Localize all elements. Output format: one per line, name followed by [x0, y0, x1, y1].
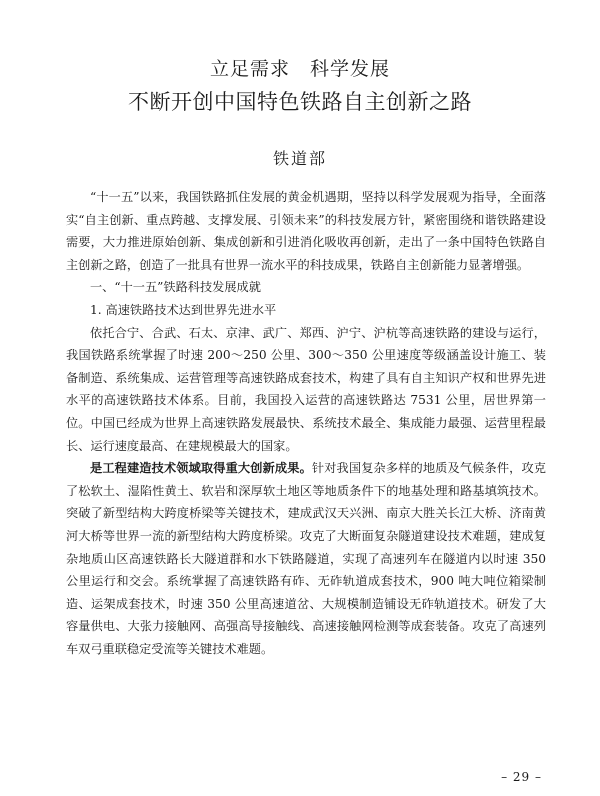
article-body: [66, 186, 546, 660]
paragraph-high-speed: 依托合宁、合武、石太、京津、武广、郑西、沪宁、沪杭等高速铁路的建设与运行，我国铁路系统掌握了时速 200～250 公里、300～350 公里速度等级涵盖设计施工、装备制造、系统集成、运营管理等高速铁路成套技术，构建了具有自主知识产权和世界先进水平的高速铁路技术体系。目前，我国投入运营的高速铁路达 7531 公里，居世界第一位。中国已经成为世界上高速铁路发展最快、系统技术最全、集成能力最强、运营里程最长、运行速度最高、在建规模最大的国家。: [66, 325, 546, 453]
title-line-2: 不断开创中国特色铁路自主创新之路: [128, 90, 472, 114]
title-line-1: 立足需求 科学发展: [209, 58, 390, 80]
paragraph-engineering-lead: 是工程建造技术领域取得重大创新成果。: [90, 461, 312, 476]
paragraph-intro: “十一五”以来，我国铁路抓住发展的黄金机遇期，坚持以科学发展观为指导，全面落实“自主创新、重点跨越、支撑发展、引领未来”的科技发展方针，紧密围绕和谐铁路建设需要，大力推进原始创新、集成创新和引进消化吸收再创新，走出了一条中国特色铁路自主创新之路，创造了一批具有世界一流水平的科技成果，铁路自主创新能力显著增强。: [66, 190, 546, 272]
paragraph-engineering-text: 针对我国复杂多样的地质及气候条件，攻克了松软土、湿陷性黄土、软岩和深厚软土地区等地质条件下的地基处理和路基填筑技术。突破了新型结构大跨度桥梁等关键技术，建成武汉天兴洲、南京大胜关长江大桥、济南黄河大桥等世界一流的新型结构大跨度桥梁。攻克了大断面复杂隧道建设技术难题，建成复杂地质山区高速铁路长大隧道群和水下铁路隧道，实现了高速列车在隧道内以时速 350 公里运行和交会。系统掌握了高速铁路有砟、无砟轨道成套技术，900 吨大吨位箱梁制造、运架成套技术，时速 350 公里高速道岔、大规模制造铺设无砟轨道技术。研发了大容量供电、大张力接触网、高强高导接触线、高速接触网检测等成套装备。攻克了高速列车双弓重联稳定受流等关键技术难题。: [66, 461, 546, 656]
author: 铁道部: [272, 149, 327, 168]
section-heading-1: 一、“十一五”铁路科技发展成就: [90, 280, 261, 295]
paragraph-engineering: [66, 457, 546, 660]
page-number: – 29 –: [501, 770, 542, 784]
subsection-heading-1: 1. 高速铁路技术达到世界先进水平: [90, 302, 277, 317]
